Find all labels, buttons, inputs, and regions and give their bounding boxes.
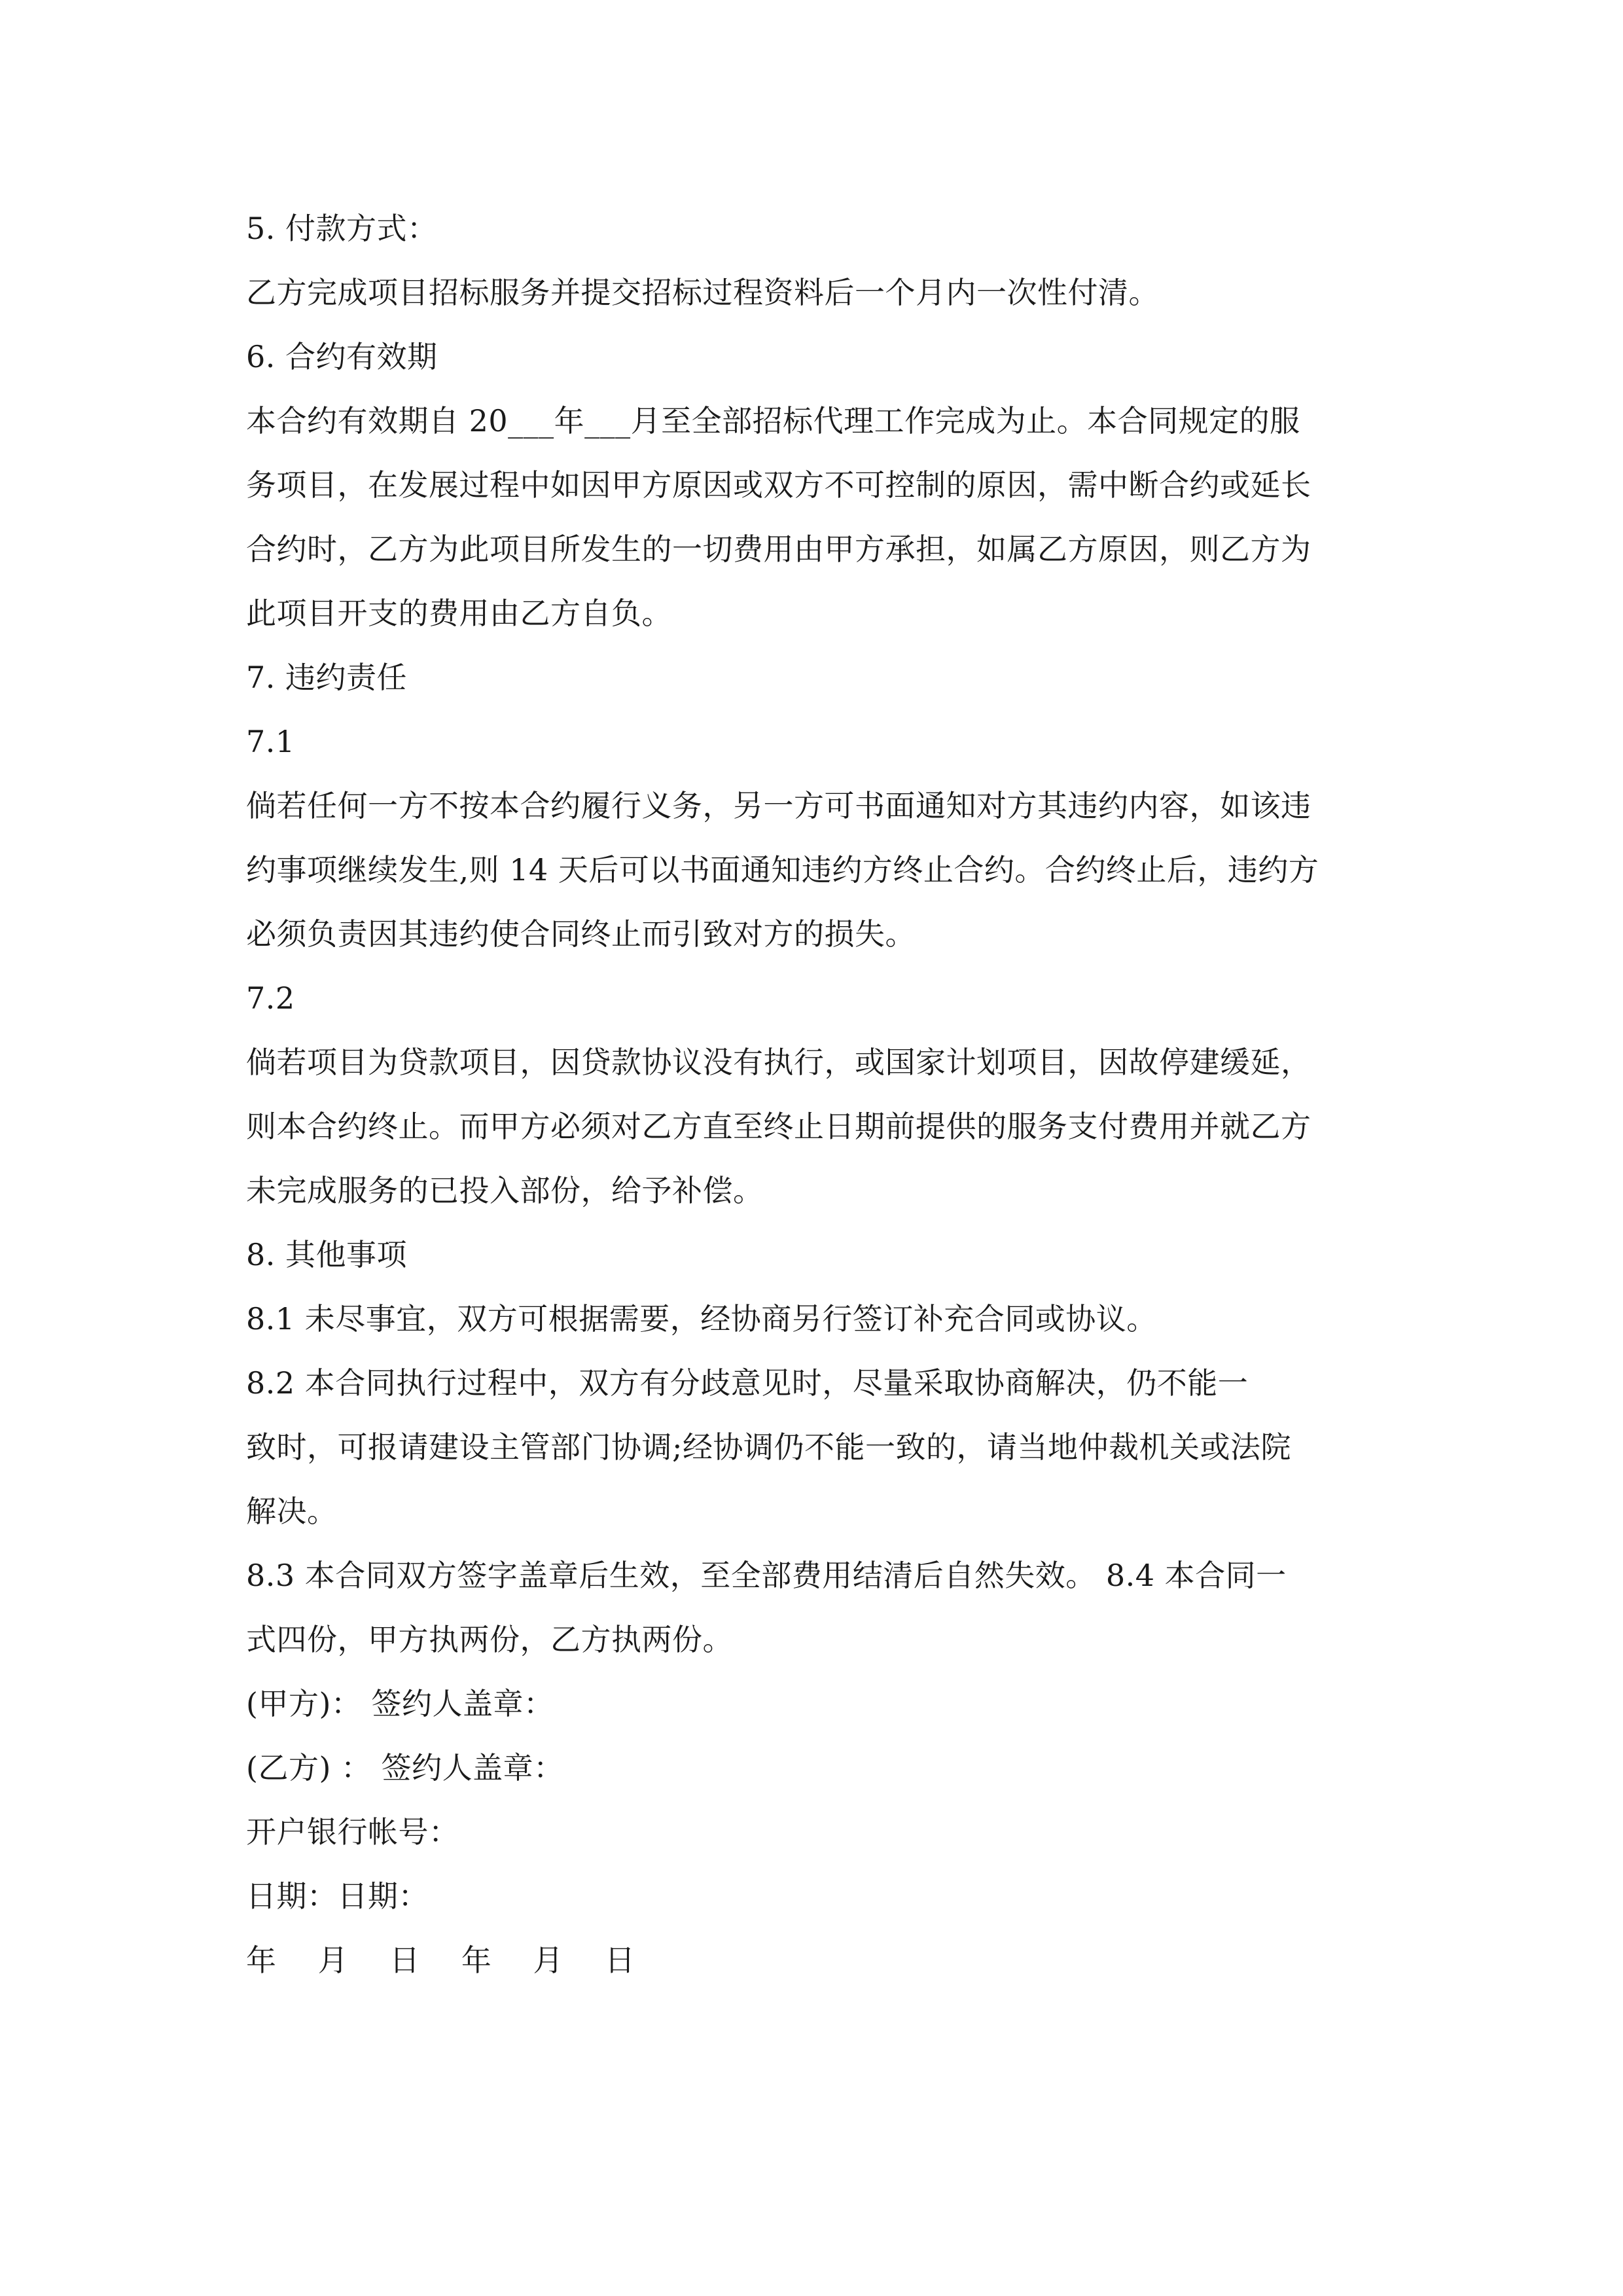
paragraph-line: 倘若项目为贷款项目，因贷款协议没有执行，或国家计划项目，因故停建缓延， — [246, 1045, 1311, 1080]
signature-party-b: (乙方) ： 签约人盖章： — [246, 1750, 564, 1785]
bank-account-label: 开户银行帐号： — [246, 1814, 459, 1850]
paragraph-line: 必须负责因其违约使合同终止而引致对方的损失。 — [246, 916, 916, 952]
section-heading-validity: 6. 合约有效期 — [246, 339, 438, 374]
year-label: 年 — [461, 1943, 492, 1978]
paragraph-line: 本合约有效期自 20___年___月至全部招标代理工作完成为止。本合同规定的服 — [246, 403, 1300, 439]
paragraph-line: 未完成服务的已投入部份，给予补偿。 — [246, 1173, 764, 1208]
date-label: 日期：日期： — [246, 1878, 429, 1914]
section-heading-payment: 5. 付款方式： — [246, 211, 438, 246]
date-fields-row — [246, 1928, 1398, 1992]
document-body — [246, 196, 1398, 1992]
paragraph-line: 8.1 未尽事宜，双方可根据需要，经协商另行签订补充合同或协议。 — [246, 1301, 1157, 1336]
month-label: 月 — [317, 1943, 349, 1978]
paragraph-line: 务项目，在发展过程中如因甲方原因或双方不可控制的原因，需中断合约或延长 — [246, 467, 1311, 503]
paragraph-line: 式四份，甲方执两份，乙方执两份。 — [246, 1622, 733, 1657]
year-label: 年 — [246, 1943, 277, 1978]
paragraph-line: 此项目开支的费用由乙方自负。 — [246, 596, 672, 631]
paragraph-line: 解决。 — [246, 1494, 338, 1529]
signature-party-a: (甲方)： 签约人盖章： — [246, 1686, 554, 1721]
paragraph-line: 乙方完成项目招标服务并提交招标过程资料后一个月内一次性付清。 — [246, 275, 1159, 310]
clause-number: 7.2 — [246, 980, 295, 1016]
day-label: 日 — [389, 1943, 420, 1978]
paragraph-line: 致时，可报请建设主管部门协调;经协调仍不能一致的，请当地仲裁机关或法院 — [246, 1429, 1291, 1465]
section-heading-breach: 7. 违约责任 — [246, 660, 408, 695]
day-label: 日 — [605, 1943, 635, 1978]
clause-number: 7.1 — [246, 724, 295, 759]
paragraph-line: 8.3 本合同双方签字盖章后生效，至全部费用结清后自然失效。 8.4 本合同一 — [246, 1558, 1287, 1593]
paragraph-line: 合约时，乙方为此项目所发生的一切费用由甲方承担，如属乙方原因，则乙方为 — [246, 531, 1311, 567]
paragraph-line: 约事项继续发生,则 14 天后可以书面通知违约方终止合约。合约终止后，违约方 — [246, 852, 1319, 888]
paragraph-line: 则本合约终止。而甲方必须对乙方直至终止日期前提供的服务支付费用并就乙方 — [246, 1109, 1311, 1144]
month-label: 月 — [533, 1943, 563, 1978]
section-heading-other: 8. 其他事项 — [246, 1237, 408, 1272]
paragraph-line: 倘若任何一方不按本合约履行义务，另一方可书面通知对方其违约内容，如该违 — [246, 788, 1311, 823]
paragraph-line: 8.2 本合同执行过程中，双方有分歧意见时，尽量采取协商解决，仍不能一 — [246, 1365, 1249, 1401]
